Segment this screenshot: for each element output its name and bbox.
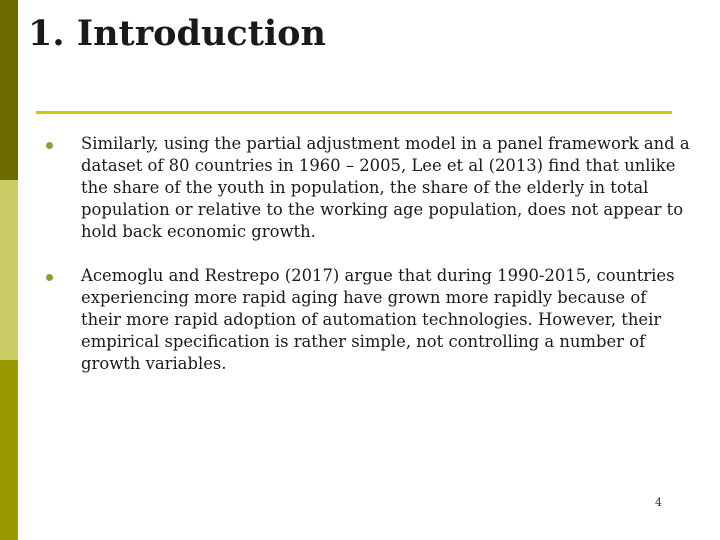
bullet-item	[40, 265, 690, 375]
page-number: 4	[655, 496, 662, 509]
bullet-text: Acemoglu and Restrepo (2017) argue that during 1990-2015, countries experiencing more rapid aging have grown more rapidly because of their more rapid adoption of automation technologies. However, their empirical specification is rather simple, not controlling a number of growth variables.	[81, 266, 675, 373]
sidebar-segment-bottom	[0, 360, 18, 540]
bullet-dot-icon	[46, 142, 53, 149]
sidebar-segment-top	[0, 0, 18, 180]
slide-title: 1. Introduction	[28, 13, 326, 54]
bullet-dot-icon	[46, 274, 53, 281]
title-underline	[36, 111, 672, 114]
bullet-text: Similarly, using the partial adjustment model in a panel framework and a dataset of 80 countries in 1960 – 2005, Lee et al (2013) find that unlike the share of the youth in population, the share of the elderly in total population or relative to the working age population, does not appear to hold back economic growth.	[81, 134, 690, 241]
bullet-item	[40, 133, 690, 243]
bullet-list	[40, 133, 690, 375]
sidebar-segment-middle	[0, 180, 18, 360]
sidebar-decoration	[0, 0, 18, 540]
